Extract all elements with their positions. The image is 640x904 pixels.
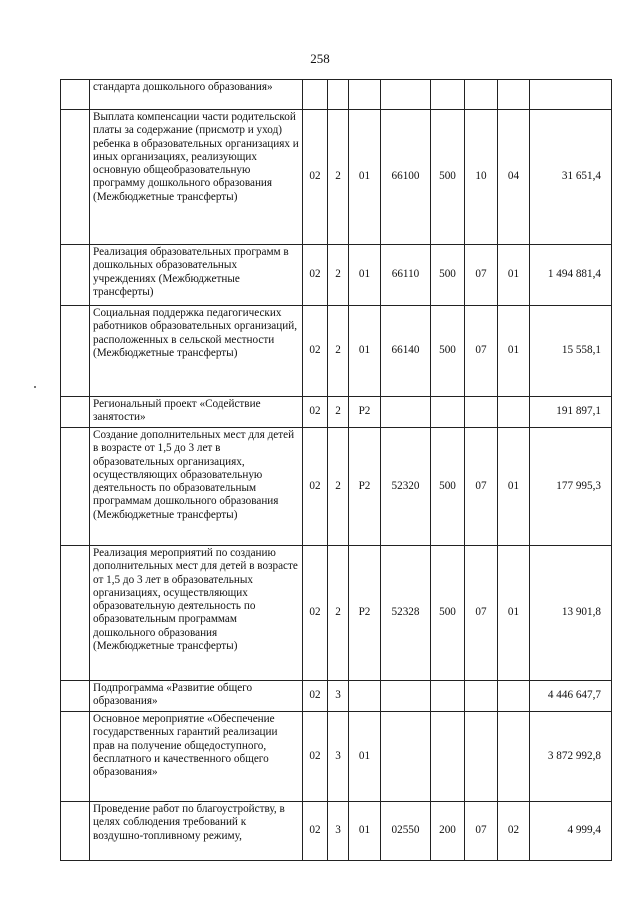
section-code-cell: 07: [465, 306, 498, 397]
item-name-cell: Создание дополнительных мест для детей в возрасте от 1,5 до 3 лет в образовательных организациях, осуществляющих образовательную деятельность по образовательным программам дошкольного образования (Межбюджетные трансферты): [90, 428, 303, 546]
program-code-cell: 02: [303, 546, 328, 681]
table-row: [61, 397, 612, 428]
table-row: [61, 110, 612, 245]
subprogram-code-cell: 3: [328, 681, 349, 712]
subsection-code-cell: [498, 80, 530, 110]
item-name-cell: Выплата компенсации части родительской платы за содержание (присмотр и уход) ребенка в образовательных организациях и иных организациях, реализующих основную общеобразовательную программу дошкольного образования (Межбюджетные трансферты): [90, 110, 303, 245]
direction-code-cell: [381, 80, 431, 110]
subprogram-code-cell: 2: [328, 110, 349, 245]
table-row: [61, 681, 612, 712]
program-code-cell: 02: [303, 306, 328, 397]
program-code-cell: 02: [303, 681, 328, 712]
section-code-cell: [465, 397, 498, 428]
section-code-cell: 10: [465, 110, 498, 245]
item-name-cell: Подпрограмма «Развитие общего образования»: [90, 681, 303, 712]
subprogram-code-cell: 3: [328, 802, 349, 861]
section-code-cell: 07: [465, 428, 498, 546]
direction-code-cell: 66100: [381, 110, 431, 245]
table-row: [61, 712, 612, 802]
item-name-cell: Социальная поддержка педагогических работников образовательных организаций, расположенных в сельской местности (Межбюджетные трансферты): [90, 306, 303, 397]
table-row: [61, 80, 612, 110]
event-code-cell: 01: [349, 110, 381, 245]
row-number-cell: [61, 428, 90, 546]
event-code-cell: P2: [349, 428, 381, 546]
item-name-cell: Региональный проект «Содействие занятости»: [90, 397, 303, 428]
subprogram-code-cell: 2: [328, 428, 349, 546]
table-row: [61, 802, 612, 861]
row-number-cell: [61, 546, 90, 681]
subsection-code-cell: 01: [498, 245, 530, 306]
program-code-cell: 02: [303, 712, 328, 802]
subsection-code-cell: 01: [498, 306, 530, 397]
row-number-cell: [61, 397, 90, 428]
table-row: [61, 245, 612, 306]
subsection-code-cell: 04: [498, 110, 530, 245]
subprogram-code-cell: 2: [328, 245, 349, 306]
item-name-cell: Реализация мероприятий по созданию дополнительных мест для детей в возрасте от 1,5 до 3 лет в образовательных организациях, осуществляющих образовательную деятельность по образовательным программам дошкольного образования (Межбюджетные трансферты): [90, 546, 303, 681]
direction-code-cell: 52328: [381, 546, 431, 681]
program-code-cell: [303, 80, 328, 110]
subsection-code-cell: 01: [498, 546, 530, 681]
direction-code-cell: 66110: [381, 245, 431, 306]
table-row: [61, 306, 612, 397]
event-code-cell: 01: [349, 245, 381, 306]
amount-cell: 191 897,1: [530, 397, 612, 428]
expense-type-cell: 500: [431, 306, 465, 397]
amount-cell: [530, 80, 612, 110]
subprogram-code-cell: [328, 80, 349, 110]
subprogram-code-cell: 2: [328, 546, 349, 681]
row-number-cell: [61, 681, 90, 712]
amount-cell: 31 651,4: [530, 110, 612, 245]
subprogram-code-cell: 3: [328, 712, 349, 802]
row-number-cell: [61, 306, 90, 397]
program-code-cell: 02: [303, 397, 328, 428]
event-code-cell: 01: [349, 712, 381, 802]
section-code-cell: 07: [465, 802, 498, 861]
subsection-code-cell: [498, 712, 530, 802]
item-name-cell: Реализация образовательных программ в дошкольных образовательных учреждениях (Межбюджетные трансферты): [90, 245, 303, 306]
row-number-cell: [61, 245, 90, 306]
expense-type-cell: [431, 681, 465, 712]
budget-table: [60, 79, 612, 861]
program-code-cell: 02: [303, 110, 328, 245]
subprogram-code-cell: 2: [328, 397, 349, 428]
subprogram-code-cell: 2: [328, 306, 349, 397]
amount-cell: 1 494 881,4: [530, 245, 612, 306]
amount-cell: 177 995,3: [530, 428, 612, 546]
table-row: [61, 428, 612, 546]
expense-type-cell: 500: [431, 546, 465, 681]
row-number-cell: [61, 802, 90, 861]
expense-type-cell: 500: [431, 110, 465, 245]
event-code-cell: P2: [349, 397, 381, 428]
program-code-cell: 02: [303, 245, 328, 306]
section-code-cell: [465, 80, 498, 110]
event-code-cell: P2: [349, 546, 381, 681]
direction-code-cell: 02550: [381, 802, 431, 861]
section-code-cell: 07: [465, 546, 498, 681]
event-code-cell: 01: [349, 802, 381, 861]
item-name-cell: Проведение работ по благоустройству, в целях соблюдения требований к воздушно-топливному режиму,: [90, 802, 303, 861]
amount-cell: 3 872 992,8: [530, 712, 612, 802]
section-code-cell: [465, 712, 498, 802]
event-code-cell: 01: [349, 306, 381, 397]
amount-cell: 4 999,4: [530, 802, 612, 861]
expense-type-cell: 500: [431, 245, 465, 306]
expense-type-cell: [431, 80, 465, 110]
event-code-cell: [349, 681, 381, 712]
direction-code-cell: [381, 712, 431, 802]
subsection-code-cell: 01: [498, 428, 530, 546]
scan-dot: [34, 386, 36, 388]
expense-type-cell: 200: [431, 802, 465, 861]
direction-code-cell: 52320: [381, 428, 431, 546]
budget-table-body: [61, 80, 612, 861]
row-number-cell: [61, 80, 90, 110]
program-code-cell: 02: [303, 428, 328, 546]
expense-type-cell: [431, 397, 465, 428]
row-number-cell: [61, 712, 90, 802]
item-name-cell: стандарта дошкольного образования»: [90, 80, 303, 110]
section-code-cell: 07: [465, 245, 498, 306]
page-number: 258: [310, 51, 330, 66]
section-code-cell: [465, 681, 498, 712]
item-name-cell: Основное мероприятие «Обеспечение государственных гарантий реализации прав на получение общедоступного, бесплатного и качественного общего образования»: [90, 712, 303, 802]
amount-cell: 4 446 647,7: [530, 681, 612, 712]
expense-type-cell: [431, 712, 465, 802]
direction-code-cell: [381, 397, 431, 428]
subsection-code-cell: [498, 397, 530, 428]
amount-cell: 15 558,1: [530, 306, 612, 397]
amount-cell: 13 901,8: [530, 546, 612, 681]
row-number-cell: [61, 110, 90, 245]
direction-code-cell: 66140: [381, 306, 431, 397]
event-code-cell: [349, 80, 381, 110]
program-code-cell: 02: [303, 802, 328, 861]
table-row: [61, 546, 612, 681]
direction-code-cell: [381, 681, 431, 712]
subsection-code-cell: 02: [498, 802, 530, 861]
expense-type-cell: 500: [431, 428, 465, 546]
subsection-code-cell: [498, 681, 530, 712]
